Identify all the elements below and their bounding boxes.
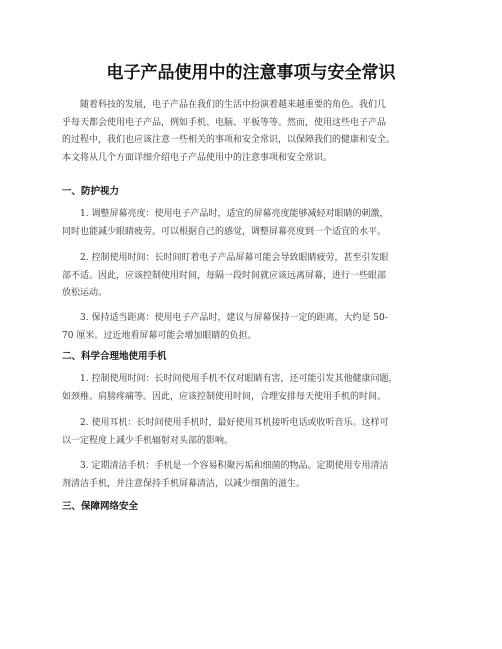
text-line: 放松运动。 — [62, 288, 108, 298]
text-line: 以一定程度上减少手机辐射对头部的影响。 — [62, 435, 234, 446]
text-line: 2. 使用耳机：长时间使用手机时，最好使用耳机接听电话或收听音乐。这样可 — [80, 418, 389, 428]
paragraph-usage-time — [62, 250, 450, 303]
text-line: 的过程中，我们也应该注意一些相关的事项和安全常识，以保障我们的健康和安全。 — [62, 135, 396, 145]
text-line: 剂清洁手机，并注意保持手机屏幕清洁，以减少细菌的滋生。 — [62, 478, 306, 489]
text-line: 2. 控制使用时间：长时间盯着电子产品屏幕可能会导致眼睛疲劳，甚至引发眼 — [80, 253, 389, 263]
paragraph-cleaning — [62, 458, 450, 493]
document-title: 电子产品使用中的注意事项与安全常识 — [106, 63, 396, 83]
paragraph-distance — [62, 310, 450, 345]
text-line: 本文将从几个方面详细介绍电子产品使用中的注意事项和安全常识。 — [62, 152, 333, 163]
text-line: 同时也能减少眼睛疲劳。可以根据自己的感觉，调整屏幕亮度到一个适宜的水平。 — [62, 226, 387, 237]
paragraph-earphones — [62, 415, 450, 450]
section-heading-network: 三、保障网络安全 — [62, 501, 139, 512]
text-line: 乎每天都会使用电子产品，例如手机、电脑、平板等等。然而，使用这些电子产品 — [62, 117, 387, 128]
text-line: 随着科技的发展，电子产品在我们的生活中扮演着越来越重要的角色。我们几 — [80, 100, 387, 110]
paragraph-phone-time — [62, 371, 450, 406]
text-line: 3. 保持适当距离：使用电子产品时，建议与屏幕保持一定的距离，大约是 50- — [80, 313, 388, 323]
intro-paragraph — [62, 97, 450, 167]
section-heading-phone: 二、科学合理地使用手机 — [62, 351, 167, 362]
text-line: 3. 定期清洁手机：手机是一个容易积聚污垢和细菌的物品。定期使用专用清洁 — [80, 461, 389, 471]
text-line: 部不适。因此，应该控制使用时间，每隔一段时间就应该远离屏幕，进行一些眼部 — [62, 270, 387, 281]
text-line: 如颈椎、肩膀疼痛等。因此，应该控制使用时间，合理安排每天使用手机的时间。 — [62, 391, 387, 402]
section-heading-vision: 一、防护视力 — [62, 186, 120, 197]
text-line: 1. 控制使用时间：长时间使用手机不仅对眼睛有害，还可能引发其他健康问题， — [80, 374, 398, 384]
text-line: 1. 调整屏幕亮度：使用电子产品时，适宜的屏幕亮度能够减轻对眼睛的刺激， — [80, 209, 389, 219]
text-line: 70 厘米。过近地看屏幕可能会增加眼睛的负担。 — [62, 330, 257, 341]
paragraph-brightness — [62, 206, 450, 241]
